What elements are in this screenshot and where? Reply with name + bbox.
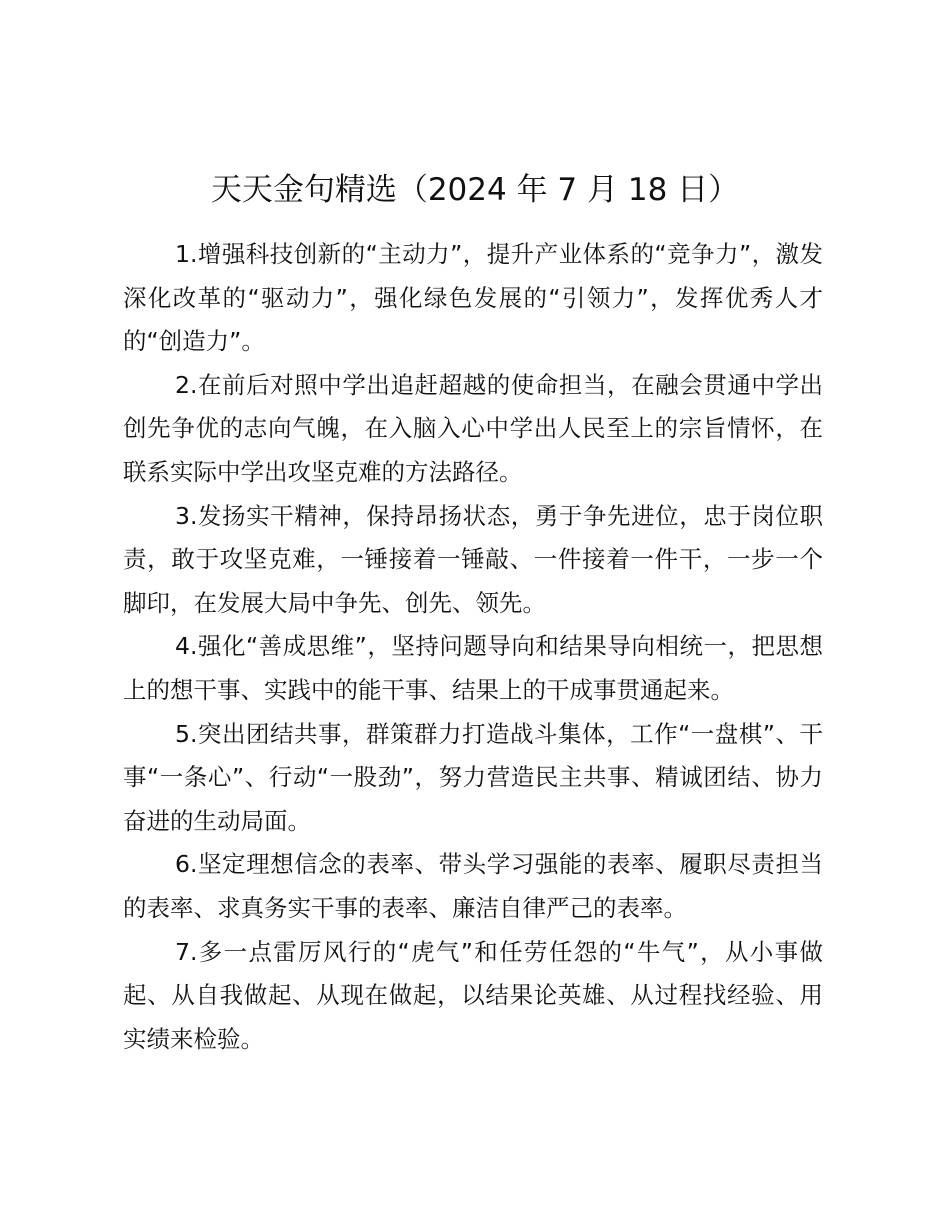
document-body: [123, 233, 823, 1061]
quote-paragraph-3: 3.发扬实干精神，保持昂扬状态，勇于争先进位，忠于岗位职责，敢于攻坚克难，一锤接着一锤敲、一件接着一件干，一步一个脚印，在发展大局中争先、创先、领先。: [123, 501, 823, 617]
quote-paragraph-1: 1.增强科技创新的“主动力”，提升产业体系的“竞争力”，激发深化改革的“驱动力”，强化绿色发展的“引领力”，发挥优秀人才的“创造力”。: [123, 240, 823, 356]
quote-paragraph-4: 4.强化“善成思维”，坚持问题导向和结果导向相统一，把思想上的想干事、实践中的能干事、结果上的干成事贯通起来。: [123, 632, 823, 704]
quote-paragraph-7: 7.多一点雷厉风行的“虎气”和任劳任怨的“牛气”，从小事做起、从自我做起、从现在做起，以结果论英雄、从过程找经验、用实绩来检验。: [123, 937, 823, 1053]
quote-paragraph-5: 5.突出团结共事，群策群力打造战斗集体，工作“一盘棋”、干事“一条心”、行动“一股劲”，努力营造民主共事、精诚团结、协力奋进的生动局面。: [123, 719, 823, 835]
quote-paragraph-6: 6.坚定理想信念的表率、带头学习强能的表率、履职尽责担当的表率、求真务实干事的表率、廉洁自律严己的表率。: [123, 850, 823, 922]
quote-paragraph-2: 2.在前后对照中学出追赶超越的使命担当，在融会贯通中学出创先争优的志向气魄，在入脑入心中学出人民至上的宗旨情怀，在联系实际中学出攻坚克难的方法路径。: [123, 370, 823, 486]
document-title: 天天金句精选（2024 年 7 月 18 日）: [210, 172, 740, 208]
